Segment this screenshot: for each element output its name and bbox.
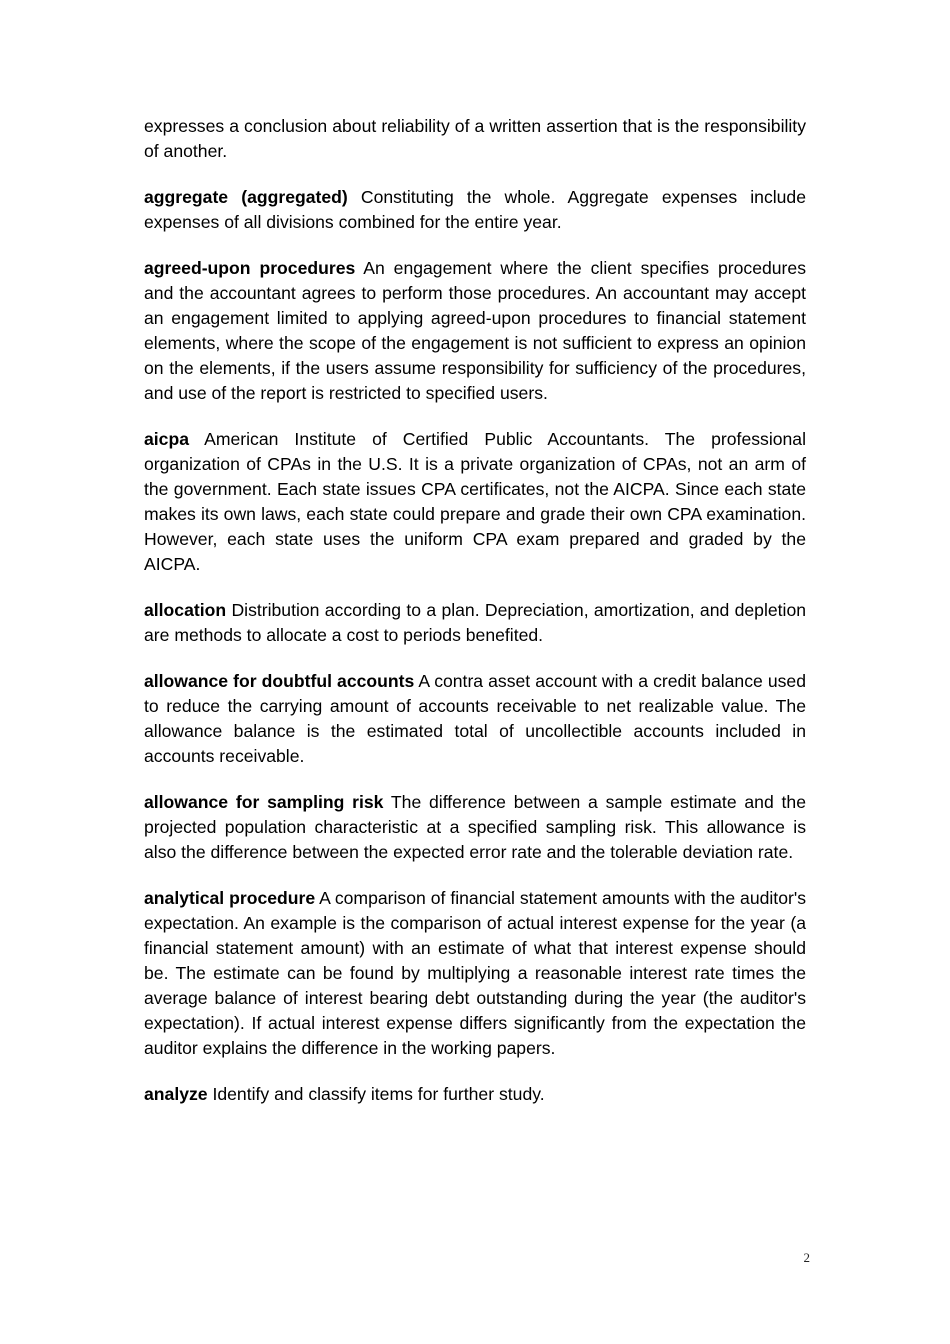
entry-term: agreed-upon procedures bbox=[144, 258, 356, 278]
glossary-entry-allowance-doubtful-accounts bbox=[144, 669, 806, 769]
entry-term: analytical procedure bbox=[144, 888, 316, 908]
entry-definition: expresses a conclusion about reliability of a written assertion that is the responsibility of another. bbox=[144, 116, 806, 161]
entry-definition: A comparison of financial statement amounts with the auditor's expectation. An example is the comparison of actual interest expense for the year (a financial statement amount) with an estimate of what that interest expense should be. The estimate can be found by multiplying a reasonable interest rate times the average balance of interest bearing debt outstanding during the year (the auditor's expectation). If actual interest expense differs significantly from the expectation the auditor explains the difference in the working papers. bbox=[144, 888, 806, 1058]
glossary-entry-aggregate bbox=[144, 185, 806, 235]
entry-term: allocation bbox=[144, 600, 227, 620]
glossary-entry-agreed-upon-procedures bbox=[144, 256, 806, 406]
glossary-entry-aicpa bbox=[144, 427, 806, 577]
glossary-entry-allocation bbox=[144, 598, 806, 648]
entry-term: analyze bbox=[144, 1084, 208, 1104]
entry-definition: A contra asset account with a credit balance used to reduce the carrying amount of accounts receivable to net realizable value. The allowance balance is the estimated total of uncollectible accounts included in accounts receivable. bbox=[144, 671, 806, 766]
glossary-page bbox=[144, 114, 806, 1128]
entry-definition: Distribution according to a plan. Depreciation, amortization, and depletion are methods to allocate a cost to periods benefited. bbox=[144, 600, 807, 645]
entry-term: allowance for doubtful accounts bbox=[144, 671, 415, 691]
entry-term: allowance for sampling risk bbox=[144, 792, 384, 812]
entry-definition: An engagement where the client specifies procedures and the accountant agrees to perform those procedures. An accountant may accept an engagement limited to applying agreed-upon procedures to financial statement elements, where the scope of the engagement is not sufficient to express an opinion on the elements, if the users assume responsibility for sufficiency of the procedures, and use of the report is restricted to specified users. bbox=[144, 258, 806, 403]
glossary-entry-analytical-procedure bbox=[144, 886, 806, 1061]
glossary-entry-continued bbox=[144, 114, 806, 164]
entry-definition: Identify and classify items for further study. bbox=[212, 1084, 545, 1104]
entry-term: aicpa bbox=[144, 429, 189, 449]
glossary-entry-allowance-sampling-risk bbox=[144, 790, 806, 865]
entry-definition: The difference between a sample estimate and the projected population characteristic at a specified sampling risk. This allowance is also the difference between the expected error rate and the tolerable deviation rate. bbox=[144, 792, 806, 862]
page-number: 2 bbox=[803, 1250, 810, 1265]
glossary-entry-analyze bbox=[144, 1082, 806, 1107]
entry-term: aggregate (aggregated) bbox=[144, 187, 348, 207]
entry-definition: Constituting the whole. Aggregate expenses include expenses of all divisions combined for the entire year. bbox=[144, 187, 807, 232]
entry-definition: American Institute of Certified Public Accountants. The professional organization of CPAs in the U.S. It is a private organization of CPAs, not an arm of the government. Each state issues CPA certificates, not the AICPA. Since each state makes its own laws, each state could prepare and grade their own CPA examination. However, each state uses the uniform CPA exam prepared and graded by the AICPA. bbox=[144, 429, 806, 574]
